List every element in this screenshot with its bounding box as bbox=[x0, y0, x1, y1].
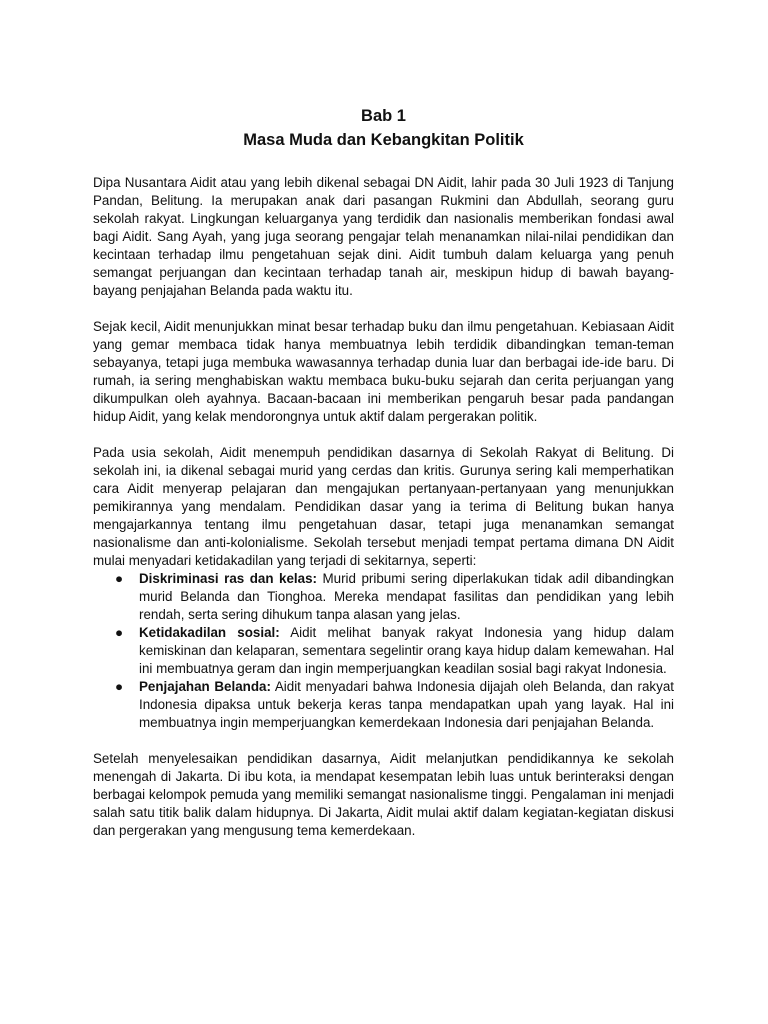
bullet-icon: ● bbox=[115, 625, 124, 640]
injustice-list bbox=[93, 570, 674, 732]
bullet-icon: ● bbox=[115, 571, 124, 586]
list-item bbox=[115, 570, 674, 624]
list-item bbox=[115, 624, 674, 678]
paragraph-birth: Dipa Nusantara Aidit atau yang lebih dikenal sebagai DN Aidit, lahir pada 30 Juli 1923 di Tanjung Pandan, Belitung. Ia merupakan anak dari pasangan Rukmini dan Abdullah, seorang guru sekolah rakyat. Lingkungan keluarganya yang terdidik dan nasionalis memberikan fondasi awal bagi Aidit. Sang Ayah, yang juga seorang pengajar telah menanamkan nilai-nilai pendidikan dan kecintaan terhadap ilmu pengetahuan sejak dini. Aidit tumbuh dalam keluarga yang penuh semangat perjuangan dan kecintaan terhadap tanah air, meskipun hidup di bawah bayang-bayang penjajahan Belanda pada waktu itu. bbox=[93, 175, 674, 298]
list-item-text: Murid pribumi sering diperlakukan tidak adil dibandingkan murid Belanda dan Tionghoa. Mereka mendapat fasilitas dan pendidikan yang lebih rendah, serta sering dihukum tanpa alasan yang jelas. bbox=[139, 571, 674, 622]
list-item-text: Aidit melihat banyak rakyat Indonesia yang hidup dalam kemiskinan dan kelaparan, sementara segelintir orang kaya hidup dalam kemewahan. Hal ini membuatnya geram dan ingin memperjuangkan keadilan sosial bagi rakyat Indonesia. bbox=[139, 625, 674, 676]
chapter-number: Bab 1 bbox=[361, 107, 406, 125]
chapter-title: Masa Muda dan Kebangkitan Politik bbox=[243, 131, 524, 149]
bullet-icon: ● bbox=[115, 679, 124, 694]
list-item-term: Penjajahan Belanda: bbox=[139, 679, 271, 694]
list-item-term: Diskriminasi ras dan kelas: bbox=[139, 571, 317, 586]
paragraph-childhood: Sejak kecil, Aidit menunjukkan minat besar terhadap buku dan ilmu pengetahuan. Kebiasaan Aidit yang gemar membaca tidak hanya membuatnya lebih terdidik dibandingkan teman-teman sebayanya, tetapi juga membuka wawasannya terhadap dunia luar dan berbagai ide-ide baru. Di rumah, ia sering menghabiskan waktu membaca buku-buku sejarah dan cerita perjuangan yang dikumpulkan oleh ayahnya. Bacaan-bacaan ini memberikan pengaruh besar pada pandangan hidup Aidit, yang kelak mendorongnya untuk aktif dalam pergerakan politik. bbox=[93, 319, 674, 424]
paragraph-jakarta: Setelah menyelesaikan pendidikan dasarnya, Aidit melanjutkan pendidikannya ke sekolah menengah di Jakarta. Di ibu kota, ia mendapat kesempatan lebih luas untuk berinteraksi dengan berbagai kelompok pemuda yang memiliki semangat nasionalisme tinggi. Pengalaman ini menjadi salah satu titik balik dalam hidupnya. Di Jakarta, Aidit mulai aktif dalam kegiatan-kegiatan diskusi dan pergerakan yang mengusung tema kemerdekaan. bbox=[93, 751, 674, 838]
list-item bbox=[115, 678, 674, 732]
paragraph-school: Pada usia sekolah, Aidit menempuh pendidikan dasarnya di Sekolah Rakyat di Belitung. Di sekolah ini, ia dikenal sebagai murid yang cerdas dan kritis. Gurunya sering kali memperhatikan cara Aidit menyerap pelajaran dan mengajukan pertanyaan-pertanyaan yang menunjukkan pemikirannya yang mendalam. Pendidikan dasar yang ia terima di Belitung bukan hanya mengajarkannya tentang ilmu pengetahuan dasar, tetapi juga menanamkan semangat nasionalisme dan anti-kolonialisme. Sekolah tersebut menjadi tempat pertama dimana DN Aidit mulai menyadari ketidakadilan yang terjadi di sekitarnya, seperti: bbox=[93, 445, 674, 568]
list-item-text: Aidit menyadari bahwa Indonesia dijajah oleh Belanda, dan rakyat Indonesia dipaksa untuk bekerja keras tanpa mendapatkan upah yang layak. Hal ini membuatnya ingin memperjuangkan kemerdekaan Indonesia dari penjajahan Belanda. bbox=[139, 679, 674, 730]
list-item-term: Ketidakadilan sosial: bbox=[139, 625, 280, 640]
document-page bbox=[93, 104, 674, 858]
